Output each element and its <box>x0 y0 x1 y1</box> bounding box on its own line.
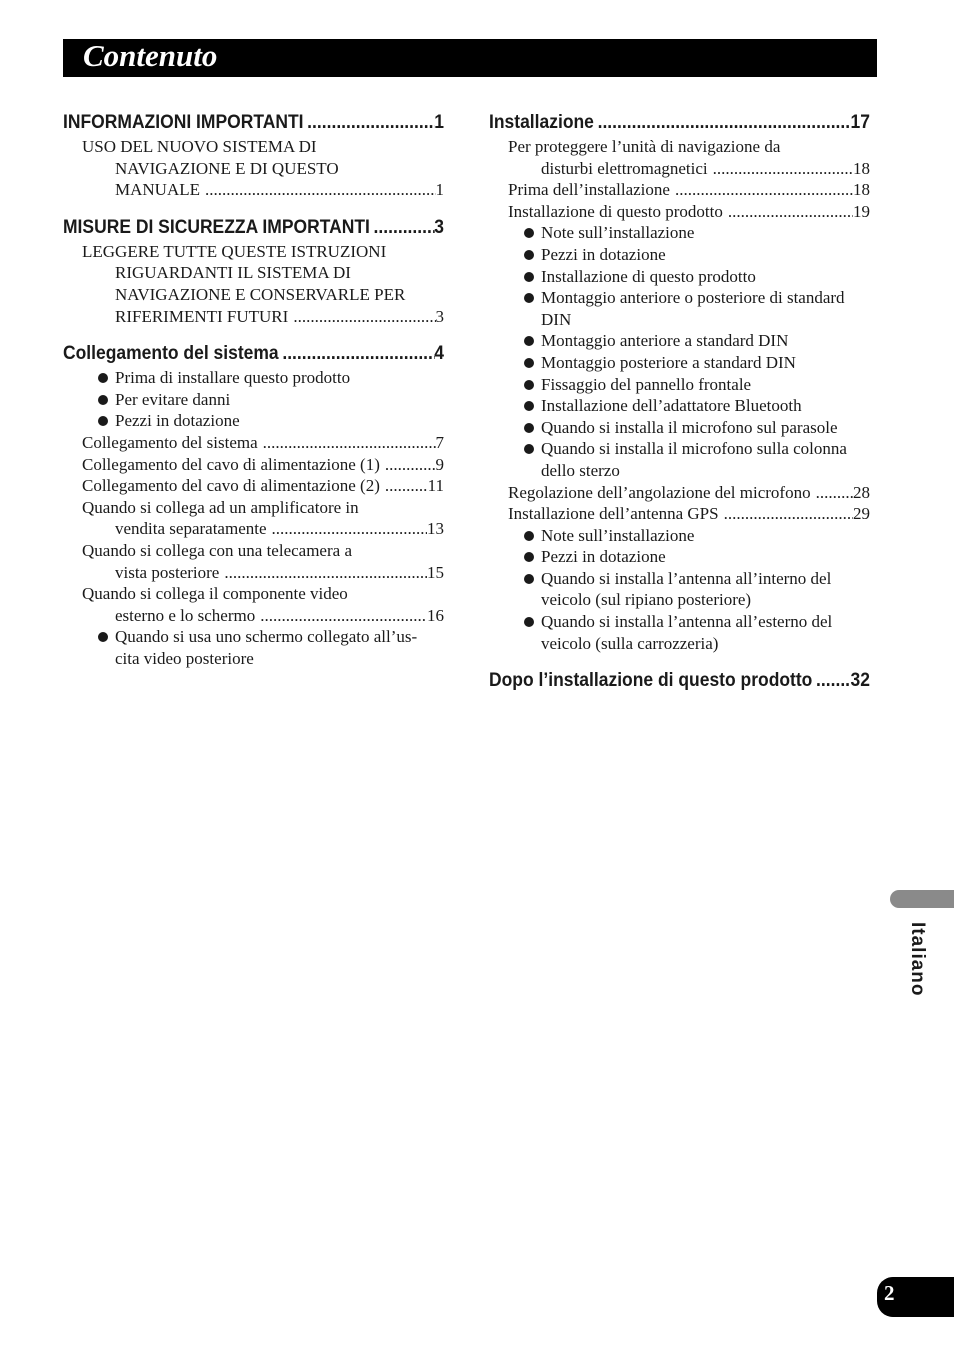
toc-entry-line <box>82 605 444 627</box>
bullet-text: Fissaggio del pannello frontale <box>541 374 752 394</box>
dot-leader <box>723 201 853 223</box>
entry-text: Quando si collega ad un amplificatore in <box>82 497 359 517</box>
bullet-text: Montaggio anteriore a standard DIN <box>541 331 789 351</box>
bullet-dot-icon <box>524 228 534 238</box>
entry-text: vista posteriore <box>115 562 220 582</box>
toc-entry[interactable] <box>63 432 444 454</box>
toc-bullet-item[interactable] <box>489 287 870 330</box>
bullet-text: veicolo (sul ripiano posteriore) <box>541 590 752 610</box>
toc-bullet-item[interactable] <box>489 244 870 266</box>
dot-leader <box>267 518 427 540</box>
toc-bullet-item[interactable] <box>489 374 870 396</box>
dot-leader <box>288 306 435 328</box>
bullet-dot-icon <box>524 617 534 627</box>
dot-leader <box>219 562 427 584</box>
entry-text: RIGUARDANTI IL SISTEMA DI <box>115 263 351 283</box>
toc-entry[interactable] <box>63 540 444 583</box>
entry-page-number: 1 <box>435 180 444 200</box>
bullet-dot-icon <box>98 373 108 383</box>
bullet-dot-icon <box>98 632 108 642</box>
entry-text: Per proteggere l’unità di navigazione da <box>508 137 781 156</box>
entry-page-number: 3 <box>435 306 444 326</box>
bullet-dot-icon <box>524 531 534 541</box>
bullet-text: Quando si installa l’antenna all’interno del <box>541 568 832 588</box>
section-title: Dopo l’installazione di questo prodotto <box>489 670 813 692</box>
section-page-number: 4 <box>434 343 445 365</box>
entry-page-number: 16 <box>427 605 444 625</box>
section-title: MISURE DI SICUREZZA IMPORTANTI <box>63 216 370 238</box>
bullet-text: Per evitare danni <box>115 389 231 409</box>
bullet-dot-icon <box>524 552 534 562</box>
toc-bullet-item[interactable] <box>489 568 870 611</box>
toc-entry-line <box>82 518 444 540</box>
toc-entry-line <box>508 503 870 525</box>
bullet-dot-icon <box>524 358 534 368</box>
toc-section-heading[interactable] <box>63 215 444 241</box>
toc-entry-line <box>82 475 444 497</box>
entry-text: Prima dell’installazione <box>508 180 670 200</box>
bullet-text: dello sterzo <box>541 460 620 480</box>
toc-entry-line <box>508 179 870 201</box>
toc-right-column <box>489 110 870 694</box>
toc-bullet-item[interactable] <box>63 410 444 432</box>
dot-leader <box>303 110 434 136</box>
toc-section-heading[interactable] <box>63 341 444 367</box>
toc-bullet-item[interactable] <box>489 438 870 481</box>
bullet-text: Pezzi in dotazione <box>115 411 240 431</box>
page-number: 2 <box>884 1281 895 1305</box>
toc-bullet-item[interactable] <box>489 525 870 547</box>
toc-entry-line <box>82 306 444 328</box>
dot-leader <box>258 432 436 454</box>
entry-text: LEGGERE TUTTE QUESTE ISTRUZIONI <box>82 241 387 261</box>
title-bar <box>63 39 877 77</box>
language-tab <box>890 890 954 908</box>
dot-leader <box>200 179 436 201</box>
toc-entry[interactable] <box>63 497 444 540</box>
section-gap <box>489 654 870 668</box>
entry-page-number: 18 <box>853 158 870 178</box>
bullet-dot-icon <box>524 293 534 303</box>
entry-page-number: 9 <box>435 454 444 474</box>
entry-page-number: 19 <box>853 201 870 221</box>
toc-section-heading[interactable] <box>489 668 870 694</box>
bullet-text: Quando si usa uno schermo collegato all’us- <box>115 627 418 647</box>
entry-text: MANUALE <box>115 180 200 200</box>
entry-page-number: 28 <box>853 482 870 502</box>
entry-page-number: 15 <box>427 562 444 582</box>
entry-page-number: 13 <box>427 519 444 539</box>
bullet-text: Montaggio anteriore o posteriore di standard <box>541 288 845 308</box>
toc-bullet-item[interactable] <box>489 611 870 654</box>
toc-entry[interactable] <box>63 583 444 626</box>
entry-page-number: 18 <box>853 180 870 200</box>
toc-entry-line <box>82 454 444 476</box>
section-page-number: 17 <box>850 112 871 133</box>
toc-entry-line <box>82 562 444 584</box>
bullet-dot-icon <box>524 423 534 433</box>
toc-entry-line <box>508 201 870 223</box>
section-gap <box>63 327 444 341</box>
entry-text: Regolazione dell’angolazione del microfono <box>508 482 811 502</box>
toc-entry[interactable] <box>63 475 444 497</box>
toc-section-heading[interactable] <box>63 110 444 136</box>
entry-page-number: 7 <box>435 432 444 452</box>
dot-leader <box>708 158 853 180</box>
toc-bullet-item[interactable] <box>489 266 870 288</box>
toc-left-column <box>63 110 444 669</box>
bullet-text: DIN <box>541 309 572 329</box>
toc-bullet-item[interactable] <box>63 367 444 389</box>
toc-entry-line <box>82 432 444 454</box>
bullet-dot-icon <box>98 395 108 405</box>
bullet-text: Installazione dell’adattatore Bluetooth <box>541 396 802 416</box>
bullet-text: Note sull’installazione <box>541 223 695 243</box>
toc-bullet-item[interactable] <box>489 417 870 439</box>
entry-text: USO DEL NUOVO SISTEMA DI <box>82 137 317 156</box>
bullet-dot-icon <box>524 380 534 390</box>
entry-page-number: 29 <box>853 504 870 524</box>
section-title: INFORMAZIONI IMPORTANTI <box>63 112 304 133</box>
toc-entry[interactable] <box>489 136 870 179</box>
entry-text: NAVIGAZIONE E DI QUESTO <box>115 158 339 178</box>
dot-leader <box>670 179 853 201</box>
bullet-text: Installazione di questo prodotto <box>541 266 756 286</box>
entry-text: Quando si collega con una telecamera a <box>82 540 352 560</box>
toc-entry-line <box>508 158 870 180</box>
bullet-dot-icon <box>524 250 534 260</box>
bullet-dot-icon <box>98 416 108 426</box>
toc-bullet-item[interactable] <box>489 546 870 568</box>
dot-leader <box>594 110 851 136</box>
section-page-number: 3 <box>434 216 445 238</box>
bullet-text: Quando si installa il microfono sulla colonna <box>541 439 847 459</box>
bullet-text: Quando si installa il microfono sul parasole <box>541 417 838 437</box>
entry-text: vendita separatamente <box>115 519 267 539</box>
toc-bullet-item[interactable] <box>489 330 870 352</box>
toc-entry[interactable] <box>63 241 444 327</box>
entry-text: Collegamento del cavo di alimentazione (2) <box>82 476 380 496</box>
entry-text: Installazione di questo prodotto <box>508 201 723 221</box>
bullet-dot-icon <box>524 336 534 346</box>
toc-bullet-item[interactable] <box>489 395 870 417</box>
bullet-text: Note sull’installazione <box>541 525 695 545</box>
section-title: Collegamento del sistema <box>63 343 279 365</box>
toc-section-heading[interactable] <box>489 110 870 136</box>
dot-leader <box>370 215 434 241</box>
toc-entry[interactable] <box>63 136 444 201</box>
toc-entry[interactable] <box>489 201 870 223</box>
toc-entry-line <box>508 482 870 504</box>
language-label: Italiano <box>907 922 928 997</box>
section-gap <box>63 201 444 215</box>
section-page-number: 1 <box>434 112 445 133</box>
dot-leader <box>380 475 428 497</box>
bullet-text: Quando si installa l’antenna all’esterno del <box>541 612 833 632</box>
entry-text: NAVIGAZIONE E CONSERVARLE PER <box>115 284 406 304</box>
bullet-text: Pezzi in dotazione <box>541 547 666 567</box>
toc-bullet-item[interactable] <box>489 222 870 244</box>
dot-leader <box>279 341 435 367</box>
bullet-text: veicolo (sulla carrozzeria) <box>541 633 719 653</box>
entry-text: Collegamento del sistema <box>82 432 258 452</box>
dot-leader <box>380 454 436 476</box>
toc-bullet-item[interactable] <box>489 352 870 374</box>
bullet-text: Prima di installare questo prodotto <box>115 368 351 388</box>
bullet-dot-icon <box>524 574 534 584</box>
dot-leader <box>812 668 850 694</box>
bullet-text: cita video posteriore <box>115 648 254 668</box>
bullet-dot-icon <box>524 401 534 411</box>
bullet-dot-icon <box>524 444 534 454</box>
dot-leader <box>719 503 853 525</box>
toc-bullet-item[interactable] <box>63 626 444 669</box>
toc-entry-line <box>82 179 444 201</box>
toc-entry[interactable] <box>489 503 870 525</box>
section-page-number: 32 <box>850 670 871 692</box>
bullet-dot-icon <box>524 272 534 282</box>
dot-leader <box>255 605 427 627</box>
entry-text: Collegamento del cavo di alimentazione (1) <box>82 454 380 474</box>
entry-text: Installazione dell’antenna GPS <box>508 504 719 524</box>
toc-bullet-item[interactable] <box>63 389 444 411</box>
entry-text: esterno e lo schermo <box>115 605 256 625</box>
bullet-text: Montaggio posteriore a standard DIN <box>541 352 796 372</box>
page-title: Contenuto <box>83 38 218 73</box>
section-title: Installazione <box>489 112 594 133</box>
toc-entry[interactable] <box>489 482 870 504</box>
toc-entry[interactable] <box>489 179 870 201</box>
dot-leader <box>811 482 853 504</box>
entry-page-number: 11 <box>427 476 444 496</box>
entry-text: Quando si collega il componente video <box>82 584 348 604</box>
toc-entry[interactable] <box>63 454 444 476</box>
bullet-text: Pezzi in dotazione <box>541 244 666 264</box>
entry-text: RIFERIMENTI FUTURI <box>115 306 289 326</box>
entry-text: disturbi elettromagnetici <box>541 158 708 178</box>
